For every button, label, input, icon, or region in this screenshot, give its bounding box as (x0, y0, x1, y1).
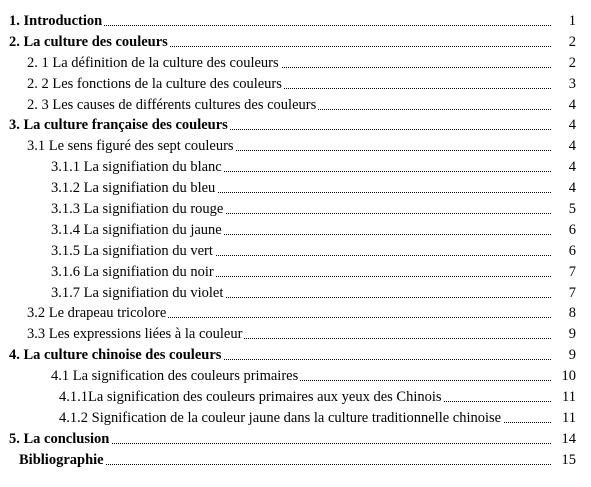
toc-page-number[interactable]: 9 (551, 345, 576, 366)
toc-entry-title[interactable]: 4.1 La signification des couleurs primaires (51, 366, 300, 387)
toc-entry-4-la-culture-chinoise-des-couleurs[interactable] (0, 345, 591, 366)
toc-page-number[interactable]: 2 (551, 32, 576, 53)
toc-page-number[interactable]: 4 (551, 115, 576, 136)
toc-page-number[interactable]: 2 (551, 53, 576, 74)
toc-page-number[interactable]: 1 (551, 11, 576, 32)
toc-page-number[interactable]: 11 (551, 408, 576, 429)
toc-entry-4-1-2-signification-de-la-couleur-jaune-dans-la-culture-traditionnelle-chinoise[interactable] (0, 408, 591, 429)
toc-page-number[interactable]: 6 (551, 241, 576, 262)
toc-page-number[interactable]: 4 (551, 95, 576, 116)
toc-entry-title[interactable]: 2. 3 Les causes de différents cultures des couleurs (27, 95, 318, 116)
toc-page-number[interactable]: 7 (551, 283, 576, 304)
toc-entry-3-2-le-drapeau-tricolore[interactable] (0, 303, 591, 324)
toc-entry-title[interactable]: 3.1.6 La signifiation du noir (51, 262, 216, 283)
toc-entry-2-la-culture-des-couleurs[interactable] (0, 32, 591, 53)
toc-entry-title[interactable]: 2. La culture des couleurs (9, 32, 170, 53)
toc-page-number[interactable]: 6 (551, 220, 576, 241)
toc-entry-3-1-1-la-signifiation-du-blanc[interactable] (0, 157, 591, 178)
toc-entry-3-1-2-la-signifiation-du-bleu[interactable] (0, 178, 591, 199)
toc-page-number[interactable]: 10 (551, 366, 576, 387)
toc-entry-bibliographie[interactable] (0, 450, 591, 471)
toc-entry-5-la-conclusion[interactable] (0, 429, 591, 450)
toc-page-number[interactable]: 11 (551, 387, 576, 408)
toc-entry-title[interactable]: 3.1.1 La signifiation du blanc (51, 157, 224, 178)
toc-entry-3-1-4-la-signifiation-du-jaune[interactable] (0, 220, 591, 241)
toc-entry-3-1-5-la-signifiation-du-vert[interactable] (0, 241, 591, 262)
toc-entry-title[interactable]: 3.1 Le sens figuré des sept couleurs (27, 136, 236, 157)
toc-page-number[interactable]: 4 (551, 178, 576, 199)
toc-page-number[interactable]: 3 (551, 74, 576, 95)
toc-entry-3-la-culture-francaise-des-couleurs[interactable] (0, 115, 591, 136)
toc-page-number[interactable]: 14 (551, 429, 576, 450)
toc-page-number[interactable]: 15 (551, 450, 576, 471)
toc-entry-title[interactable]: 2. 2 Les fonctions de la culture des couleurs (27, 74, 284, 95)
toc-entry-title[interactable]: 2. 1 La définition de la culture des couleurs (27, 53, 281, 74)
toc-entry-title[interactable]: 3.1.7 La signifiation du violet (51, 283, 225, 304)
toc-entry-4-1-1la-signification-des-couleurs-primaires-aux-yeux-des-chinois[interactable] (0, 387, 591, 408)
toc-entry-title[interactable]: 4.1.1La signification des couleurs primaires aux yeux des Chinois (59, 387, 444, 408)
toc-page-number[interactable]: 4 (551, 157, 576, 178)
toc-entry-title[interactable]: 5. La conclusion (9, 429, 111, 450)
toc-entry-3-3-les-expressions-liees-a-la-couleur[interactable] (0, 324, 591, 345)
toc-entry-3-1-7-la-signifiation-du-violet[interactable] (0, 283, 591, 304)
toc-entry-3-1-6-la-signifiation-du-noir[interactable] (0, 262, 591, 283)
toc-entry-title[interactable]: 3.1.5 La signifiation du vert (51, 241, 215, 262)
toc-entry-2-1-la-definition-de-la-culture-des-couleurs[interactable] (0, 53, 591, 74)
toc-page-number[interactable]: 8 (551, 303, 576, 324)
toc-entry-title[interactable]: 3.2 Le drapeau tricolore (27, 303, 168, 324)
toc-entry-title[interactable]: 4. La culture chinoise des couleurs (9, 345, 223, 366)
toc-entry-title[interactable]: 3.1.4 La signifiation du jaune (51, 220, 224, 241)
toc-entry-title[interactable]: 3. La culture française des couleurs (9, 115, 230, 136)
toc-page-number[interactable]: 7 (551, 262, 576, 283)
toc-page-number[interactable]: 4 (551, 136, 576, 157)
toc-page-number[interactable]: 5 (551, 199, 576, 220)
toc-entry-2-3-les-causes-de-differents-cultures-des-couleurs[interactable] (0, 95, 591, 116)
toc-entry-title[interactable]: Bibliographie (19, 450, 106, 471)
toc-entry-4-1-la-signification-des-couleurs-primaires[interactable] (0, 366, 591, 387)
toc-entry-title[interactable]: 3.1.3 La signifiation du rouge (51, 199, 225, 220)
toc-entry-title[interactable]: 3.3 Les expressions liées à la couleur (27, 324, 244, 345)
toc-page-number[interactable]: 9 (551, 324, 576, 345)
toc-entry-3-1-le-sens-figure-des-sept-couleurs[interactable] (0, 136, 591, 157)
toc-entry-1-introduction[interactable] (0, 11, 591, 32)
toc-entry-title[interactable]: 1. Introduction (9, 11, 104, 32)
toc-entry-2-2-les-fonctions-de-la-culture-des-couleurs[interactable] (0, 74, 591, 95)
toc-entry-title[interactable]: 4.1.2 Signification de la couleur jaune dans la culture traditionnelle chinoise (59, 408, 503, 429)
toc-entry-3-1-3-la-signifiation-du-rouge[interactable] (0, 199, 591, 220)
toc-entry-title[interactable]: 3.1.2 La signifiation du bleu (51, 178, 217, 199)
table-of-contents (0, 11, 591, 471)
